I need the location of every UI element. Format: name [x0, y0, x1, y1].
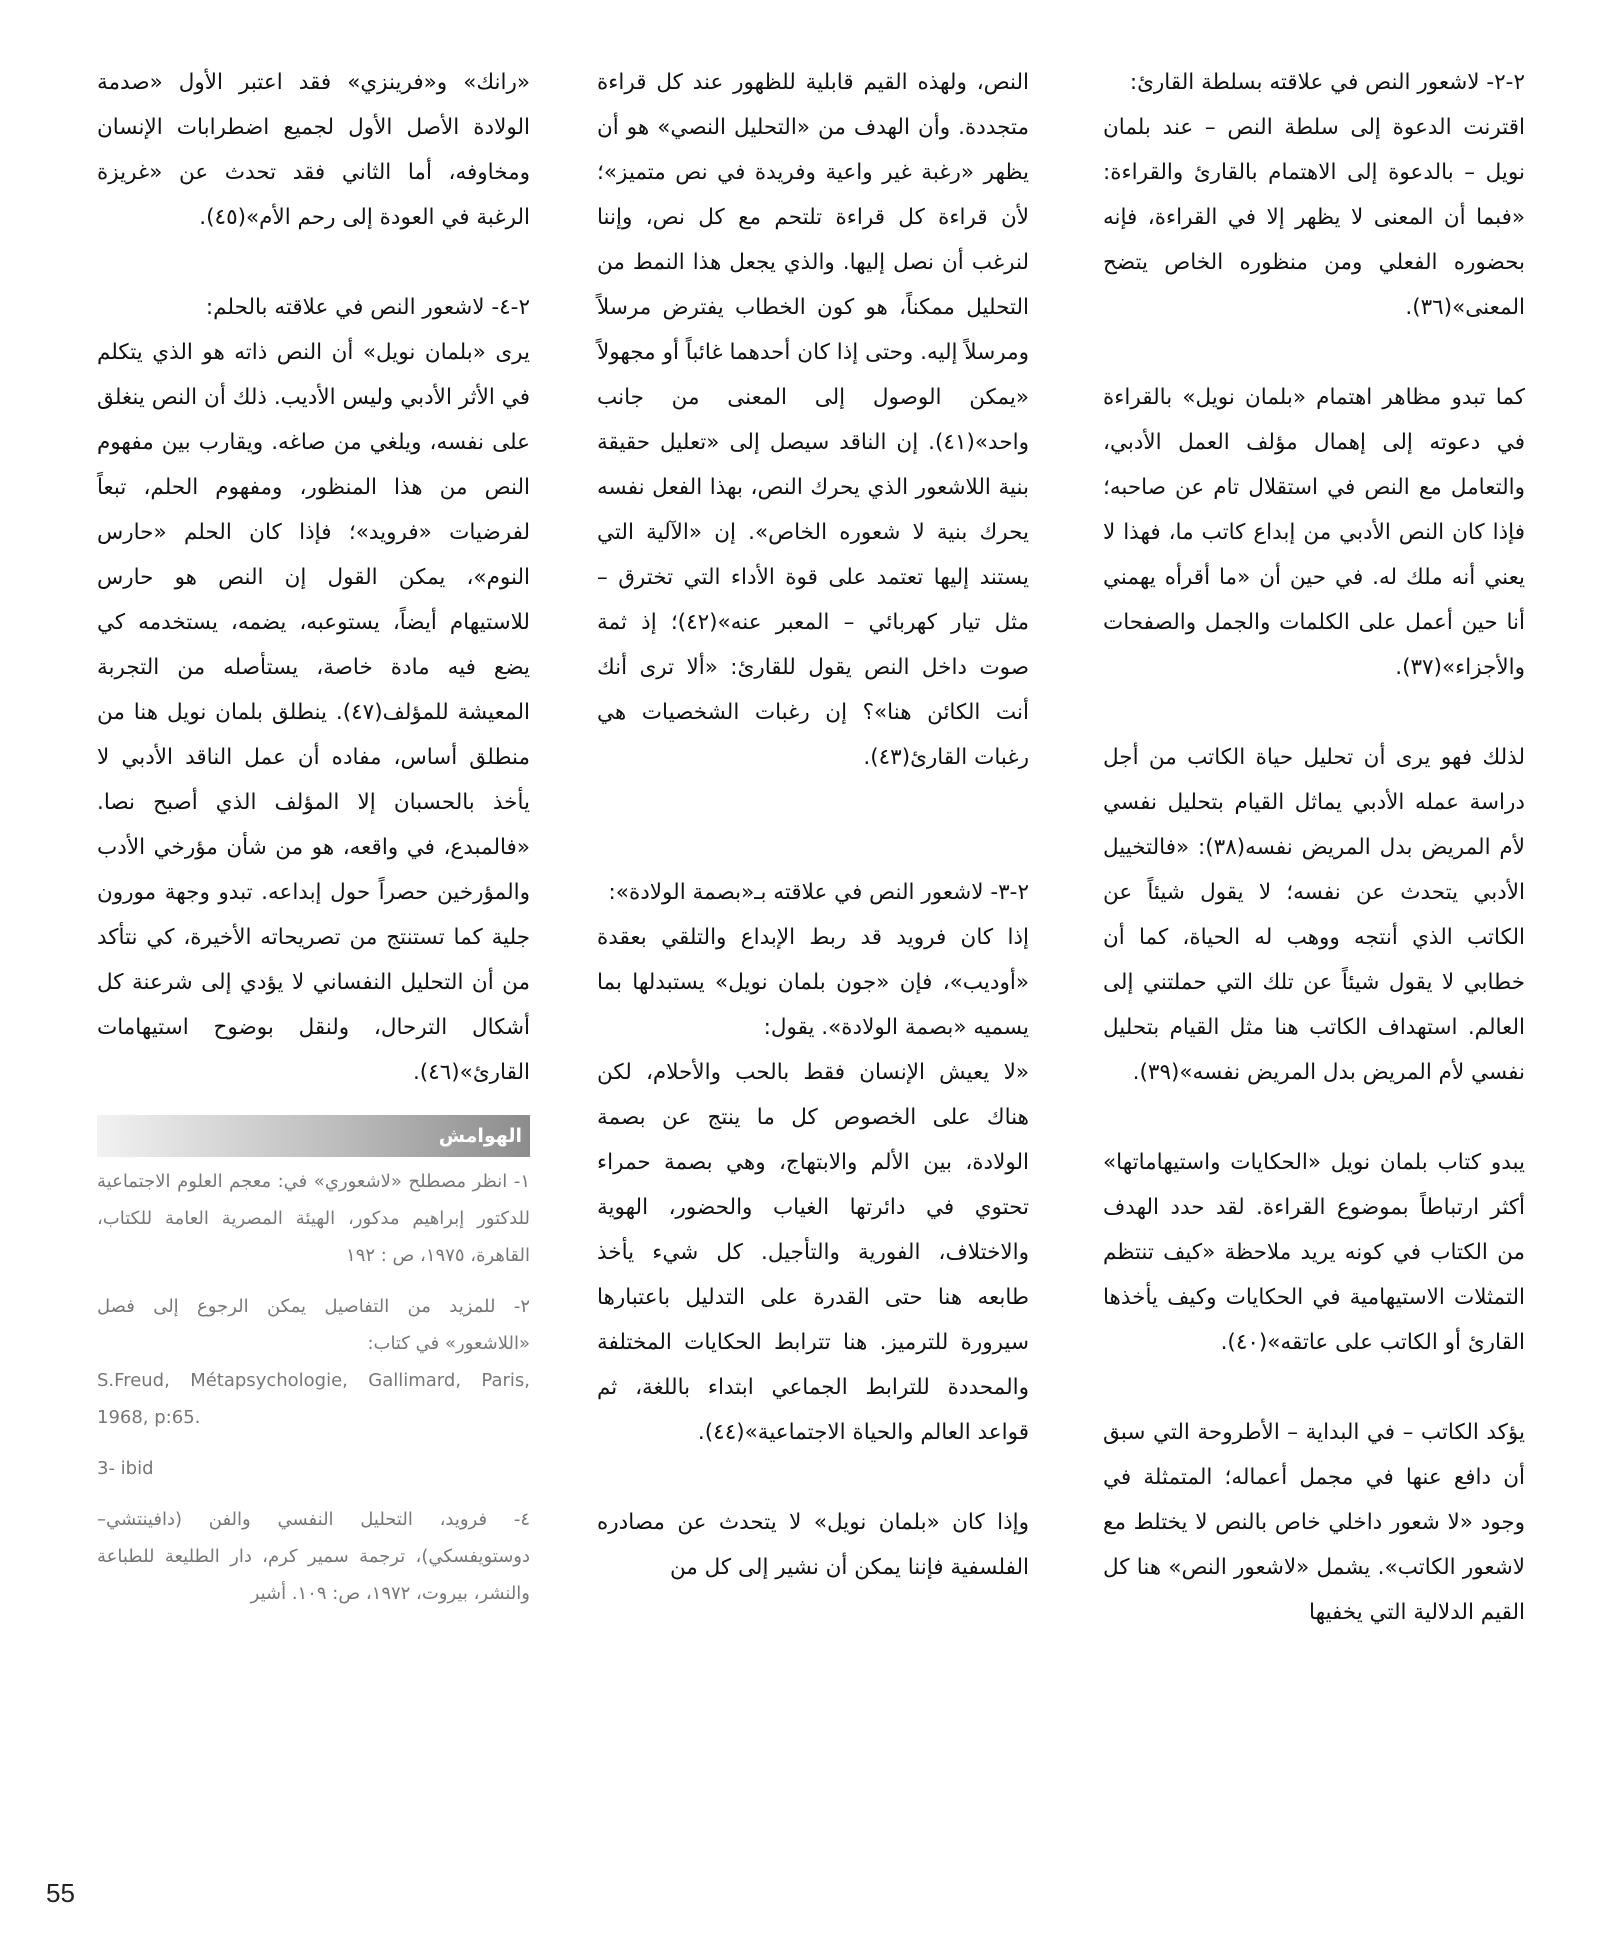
footnote-3: 3- ibid — [97, 1458, 154, 1479]
paragraph: اقترنت الدعوة إلى سلطة النص – عند بلمان نويل – بالدعوة إلى الاهتمام بالقارئ والقراءة: «فبما أن المعنى لا يظهر إلا في القراءة، فإنه بحضوره الفعلي ومن منظوره الخاص يتضح المعنى»(٣٦). — [1103, 115, 1525, 320]
paragraph: يرى «بلمان نويل» أن النص ذاته هو الذي يتكلم في الأثر الأدبي وليس الأديب. ذلك أن النص ينغلق على نفسه، ويلغي من صاغه. ويقارب بين مفهوم النص من هذا المنظور، ومفهوم الحلم، تبعاً لفرضيات «فرويد»؛ فإذا كان الحلم «حارس النوم»، يمكن القول إن النص هو حارس للاستيهام أيضاً، يستوعبه، يضمه، يستخدمه كي يضع فيه مادة خاصة، يستأصله من التجربة المعيشة للمؤلف(٤٧). ينطلق بلمان نويل هنا من منطلق أساس، مفاده أن عمل الناقد الأدبي لا يأخذ بالحسبان إلا المؤلف الذي أصبح نصا. «فالمبدع، في واقعه، هو من شأن مؤرخي الأدب والمؤرخين حصراً حول إبداعه. تبدو وجهة مورون جلية كما تستنتج من تصريحاته الأخيرة، كي نتأكد من أن التحليل النفساني لا يؤدي إلى شرعنة كل أشكال الترحال، ولنقل بوضوح استيهامات القارئ»(٤٦). — [97, 340, 530, 1085]
paragraph: لذلك فهو يرى أن تحليل حياة الكاتب من أجل دراسة عمله الأدبي يماثل القيام بتحليل نفسي لأم المريض بدل المريض نفسه(٣٨): «فالتخييل الأدبي يتحدث عن نفسه؛ لا يقول شيئاً عن الكاتب الذي أنتجه ووهب له الحياة، كما أن خطابي لا يقول شيئاً عن تلك التي حملتني إلى العالم. استهداف الكاتب هنا مثل القيام بتحليل نفسي لأم المريض بدل المريض نفسه»(٣٩). — [1103, 745, 1525, 1085]
footnote-2: ٢- للمزيد من التفاصيل يمكن الرجوع إلى فصل «اللاشعور» في كتاب: — [97, 1296, 530, 1354]
section-heading-2-3: ٢-٣- لاشعور النص في علاقته بـ«بصمة الولادة»: — [608, 880, 1029, 905]
page-number: 55 — [46, 1878, 75, 1908]
paragraph: إذا كان فرويد قد ربط الإبداع والتلقي بعقدة «أوديب»، فإن «جون بلمان نويل» يستبدلها بما يسميه «بصمة الولادة». يقول: — [597, 925, 1029, 1040]
right-column — [1103, 60, 1525, 1635]
quote-paragraph: «لا يعيش الإنسان فقط بالحب والأحلام، لكن هناك على الخصوص كل ما ينتج عن بصمة الولادة، بين الألم والابتهاج، وهي بصمة حمراء تحتوي في دائرتها الغياب والحضور، الهوية والاختلاف، الفورية والتأجيل. كل شيء يأخذ طابعه هنا حتى القدرة على التدليل باعتبارها سيرورة للترميز. هنا تترابط الحكايات المختلفة والمحددة للترابط الجماعي ابتداء باللغة، ثم قواعد العالم والحياة الاجتماعية»(٤٤). — [597, 1060, 1029, 1445]
section-heading-2-4: ٢-٤- لاشعور النص في علاقته بالحلم: — [205, 295, 530, 320]
footnote-1: ١- انظر مصطلح «لاشعوري» في: معجم العلوم الاجتماعية للدكتور إبراهيم مدكور، الهيئة المصرية العامة للكتاب، القاهرة، ١٩٧٥، ص : ١٩٢ — [97, 1171, 530, 1266]
paragraph: النص، ولهذه القيم قابلية للظهور عند كل قراءة متجددة. وأن الهدف من «التحليل النصي» هو أن يظهر «رغبة غير واعية وفريدة في نص متميز»؛ لأن قراءة كل قراءة تلتحم مع كل نص، وإننا لنرغب أن نصل إليها. والذي يجعل هذا النمط من التحليل ممكناً، هو كون الخطاب يفترض مرسلاً ومرسلاً إليه. وحتى إذا كان أحدهما غائباً أو مجهولاً «يمكن الوصول إلى المعنى من جانب واحد»(٤١). إن الناقد سيصل إلى «تعليل حقيقة بنية اللاشعور الذي يحرك النص، بهذا الفعل نفسه يحرك بنية لا شعوره الخاص». إن «الآلية التي يستند إليها تعتمد على قوة الأداء التي تخترق – مثل تيار كهربائي – المعبر عنه»(٤٢)؛ إذ ثمة صوت داخل النص يقول للقارئ: «ألا ترى أنك أنت الكائن هنا»؟ إن رغبات الشخصيات هي رغبات القارئ(٤٣). — [597, 70, 1029, 770]
footnote-4: ٤- فرويد، التحليل النفسي والفن (دافينتشي– دوستويفسكي)، ترجمة سمير كرم، دار الطليعة للطباعة والنشر، بيروت، ١٩٧٢، ص: ١٠٩. أشير — [97, 1509, 530, 1604]
paragraph: يؤكد الكاتب – في البداية – الأطروحة التي سبق أن دافع عنها في مجمل أعماله؛ المتمثلة في وجود «لا شعور داخلي خاص بالنص لا يختلط مع لاشعور الكاتب». يشمل «لاشعور النص» هنا كل القيم الدلالية التي يخفيها — [1103, 1420, 1525, 1625]
footnotes-title-bar — [97, 1115, 530, 1157]
paragraph: كما تبدو مظاهر اهتمام «بلمان نويل» بالقراءة في دعوته إلى إهمال مؤلف العمل الأدبي، والتعامل مع النص في استقلال تام عن صاحبه؛ فإذا كان النص الأدبي من إبداع كاتب ما، فهذا لا يعني أنه ملك له. في حين أن «ما أقرأه يهمني أنا حين أعمل على الكلمات والجمل والصفحات والأجزاء»(٣٧). — [1103, 385, 1525, 680]
footnotes — [97, 1163, 530, 1612]
middle-column — [597, 60, 1029, 1590]
footnotes-title: الهوامش — [438, 1125, 522, 1147]
paragraph: وإذا كان «بلمان نويل» لا يتحدث عن مصادره الفلسفية فإننا يمكن أن نشير إلى كل من — [597, 1510, 1029, 1580]
section-heading-2-2: ٢-٢- لاشعور النص في علاقته بسلطة القارئ: — [1129, 70, 1525, 95]
left-column — [97, 60, 530, 1612]
paragraph: «رانك» و«فرينزي» فقد اعتبر الأول «صدمة الولادة الأصل الأول لجميع اضطرابات الإنسان ومخاوفه، أما الثاني فقد تحدث عن «غريزة الرغبة في العودة إلى رحم الأم»(٤٥). — [97, 70, 530, 230]
paragraph: يبدو كتاب بلمان نويل «الحكايات واستيهاماتها» أكثر ارتباطاً بموضوع القراءة. لقد حدد الهدف من الكتاب في كونه يريد ملاحظة «كيف تنتظم التمثلات الاستيهامية في الحكايات وكيف يأخذها القارئ أو الكاتب على عاتقه»(٤٠). — [1103, 1150, 1525, 1355]
footnote-2-reference: S.Freud, Métapsychologie, Gallimard, Paris, 1968, p:65. — [97, 1370, 530, 1428]
